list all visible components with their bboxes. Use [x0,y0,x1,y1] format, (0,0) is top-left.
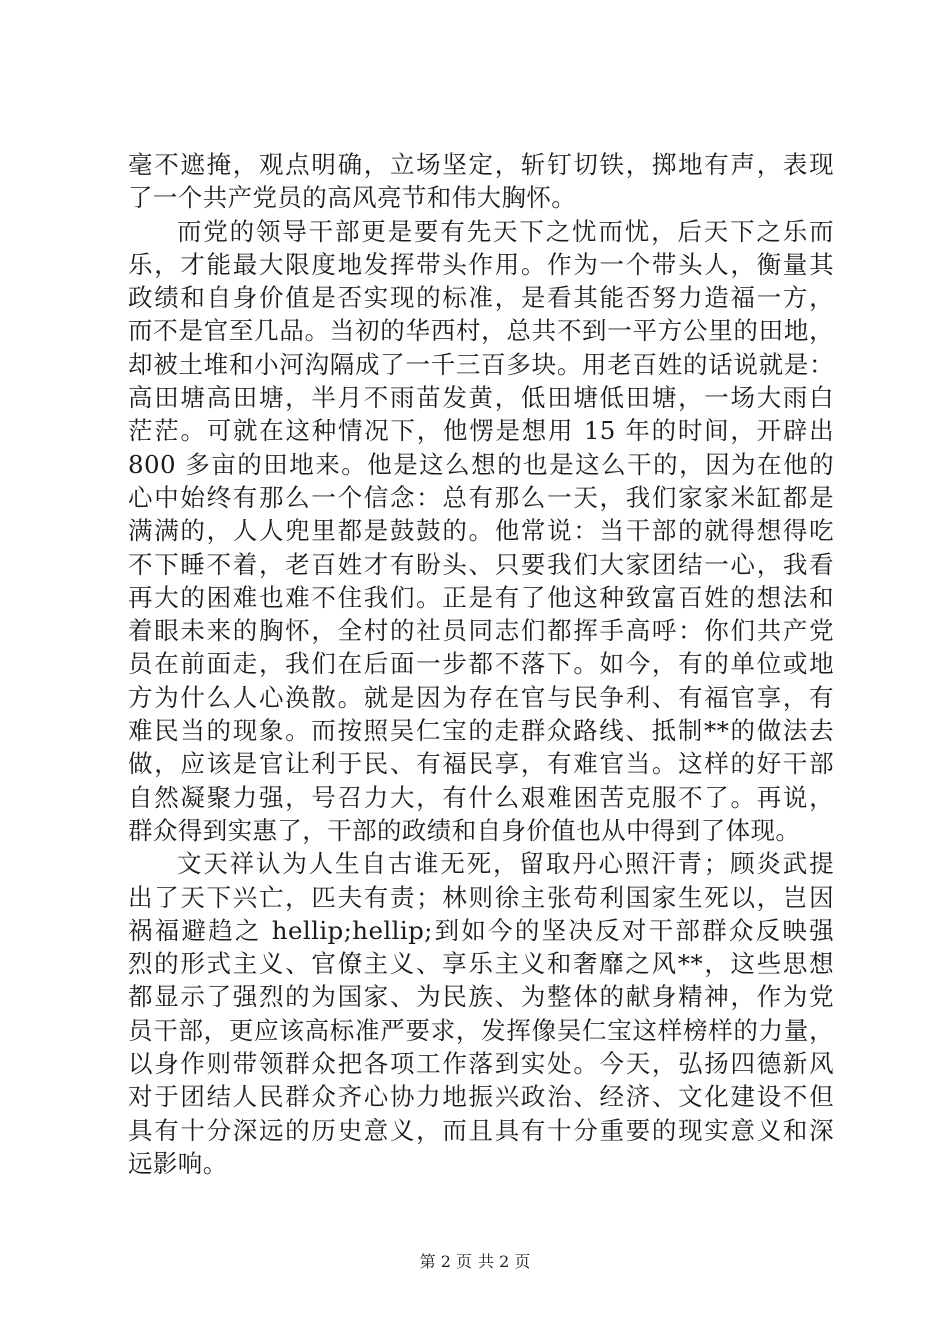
text-line: 都显示了强烈的为国家、为民族、为整体的献身精神，作为党 [128,982,834,1012]
text-line: 800 多亩的田地来。他是这么想的也是这么干的，因为在他的 [128,449,834,479]
text-line: 祸福避趋之 hellip;hellip;到如今的坚决反对干部群众反映强 [128,915,834,945]
text-line: 群众得到实惠了，干部的政绩和自身价值也从中得到了体现。 [128,815,801,845]
text-line: 心中始终有那么一个信念：总有那么一天，我们家家米缸都是 [128,482,834,512]
paragraph-first-line: 而党的领导干部更是要有先天下之忧而忧，后天下之乐而 [177,216,834,246]
page-total: 共 2 页 [478,1252,531,1271]
page-number: 第 2 页 [419,1252,472,1271]
text-line: 却被土堆和小河沟隔成了一千三百多块。用老百姓的话说就是： [128,349,834,379]
text-line: 不下睡不着，老百姓才有盼头、只要我们大家团结一心，我看 [128,549,834,579]
text-line: 出了天下兴亡，匹夫有责；林则徐主张苟利国家生死以，岂因 [128,882,834,912]
text-line: 难民当的现象。而按照吴仁宝的走群众路线、抵制**的做法去 [128,716,834,746]
text-line: 毫不遮掩，观点明确，立场坚定，斩钉切铁，掷地有声，表现 [128,150,834,179]
text-line: 烈的形式主义、官僚主义、享乐主义和奢靡之风**，这些思想 [128,949,834,979]
text-line: 政绩和自身价值是否实现的标准，是看其能否努力造福一方， [128,283,834,313]
text-line: 乐，才能最大限度地发挥带头作用。作为一个带头人，衡量其 [128,249,834,279]
text-line: 而不是官至几品。当初的华西村，总共不到一平方公里的田地， [128,316,834,346]
body-text [128,148,834,1180]
paragraph-first-line: 文天祥认为人生自古谁无死，留取丹心照汗青；顾炎武提 [177,849,834,879]
text-line: 方为什么人心涣散。就是因为存在官与民争利、有福官享，有 [128,682,834,712]
text-line: 高田塘高田塘，半月不雨苗发黄，低田塘低田塘，一场大雨白 [128,383,834,413]
text-line: 对于团结人民群众齐心协力地振兴政治、经济、文化建设不但 [128,1082,834,1112]
text-line: 再大的困难也难不住我们。正是有了他这种致富百姓的想法和 [128,582,834,612]
text-line: 做，应该是官让利于民、有福民享，有难官当。这样的好干部 [128,749,834,779]
text-line: 以身作则带领群众把各项工作落到实处。今天，弘扬四德新风 [128,1049,834,1079]
text-line: 茫茫。可就在这种情况下，他愣是想用 15 年的时间，开辟出 [128,416,834,446]
text-line: 满满的，人人兜里都是鼓鼓的。他常说：当干部的就得想得吃 [128,516,834,546]
text-line: 着眼未来的胸怀，全村的社员同志们都挥手高呼：你们共产党 [128,616,834,646]
text-line: 远影响。 [128,1148,228,1178]
text-line: 员在前面走，我们在后面一步都不落下。如今，有的单位或地 [128,649,834,679]
text-line: 了一个共产党员的高风亮节和伟大胸怀。 [128,183,577,213]
text-line: 员干部，更应该高标准严要求，发挥像吴仁宝这样榜样的力量， [128,1015,834,1045]
page-footer [0,1251,950,1273]
text-line: 自然凝聚力强，号召力大，有什么艰难困苦克服不了。再说， [128,782,834,812]
text-line: 具有十分深远的历史意义，而且具有十分重要的现实意义和深 [128,1115,834,1145]
